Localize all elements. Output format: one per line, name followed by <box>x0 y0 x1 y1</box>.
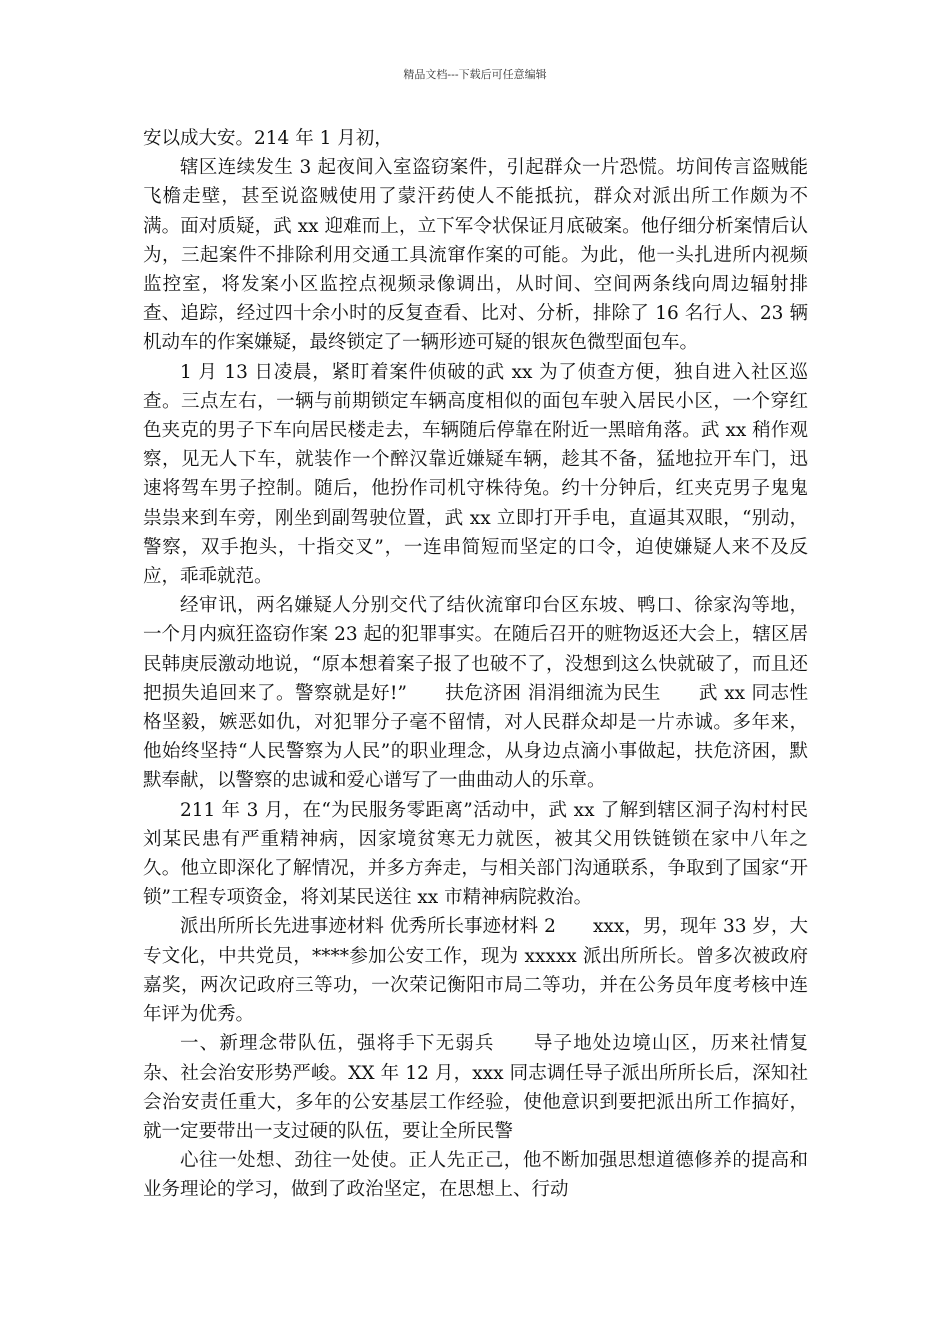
paragraph: 安以成大安。214 年 1 月初， <box>143 128 393 149</box>
paragraph: 211 年 3 月，在“为民服务零距离”活动中，武 xx 了解到辖区洞子沟村村民刘某民患有严重精神病，因家境贫寒无力就医，被其父用铁链锁在家中八年之久。他立即深化了解情况，并多方奔走，与相关部门沟通联系，争取到了国家“开锁”工程专项资金，将刘某民送往 xx 市精神病院救治。 <box>143 799 808 909</box>
page-header: 精品文档---下载后可任意编辑 <box>403 68 547 81</box>
document-body <box>143 124 808 1205</box>
paragraph: 一、新理念带队伍，强将手下无弱兵 导子地处边境山区，历来社情复杂、社会治安形势严峻。XX 年 12 月，xxx 同志调任导子派出所所长后，深知社会治安责任重大，多年的公安基层工作经验，使他意识到要把派出所工作搞好，就一定要带出一支过硬的队伍，要让全所民警 <box>143 1033 808 1142</box>
paragraph: 派出所所长先进事迹材料 优秀所长事迹材料 2 xxx，男，现年 33 岁，大专文化，中共党员，****参加公安工作，现为 xxxxx 派出所所长。曾多次被政府嘉奖，两次记政府三等功，一次荣记衡阳市局二等功，并在公务员年度考核中连年评为优秀。 <box>143 916 808 1026</box>
paragraph: 心往一处想、劲往一处使。正人先正己，他不断加强思想道德修养的提高和业务理论的学习，做到了政治坚定，在思想上、行动 <box>143 1150 808 1201</box>
paragraph: 辖区连续发生 3 起夜间入室盗窃案件，引起群众一片恐慌。坊间传言盗贼能飞檐走壁，甚至说盗贼使用了蒙汗药使人不能抵抗，群众对派出所工作颇为不满。面对质疑，武 xx 迎难而上，立下军令状保证月底破案。他仔细分析案情后认为，三起案件不排除利用交通工具流窜作案的可能。为此，他一头扎进所内视频监控室，将发案小区监控点视频录像调出，从时间、空间两条线向周边辐射排查、追踪，经过四十余小时的反复查看、比对、分析，排除了 16 名行人、23 辆机动车的作案嫌疑，最终锁定了一辆形迹可疑的银灰色微型面包车。 <box>143 157 808 354</box>
paragraph: 经审讯，两名嫌疑人分别交代了结伙流窜印台区东坡、鸭口、徐家沟等地，一个月内疯狂盗窃作案 23 起的犯罪事实。在随后召开的赃物返还大会上，辖区居民韩庚辰激动地说，“原本想着案子报了也破不了，没想到这么快就破了，而且还把损失追回来了。警察就是好!” 扶危济困 涓涓细流为民生 武 xx 同志性格坚毅，嫉恶如仇，对犯罪分子毫不留情，对人民群众却是一片赤诚。多年来，他始终坚持“人民警察为人民”的职业理念，从身边点滴小事做起，扶危济困，默默奉献，以警察的忠诚和爱心谱写了一曲曲动人的乐章。 <box>143 595 808 792</box>
paragraph: 1 月 13 日凌晨，紧盯着案件侦破的武 xx 为了侦查方便，独自进入社区巡查。三点左右，一辆与前期锁定车辆高度相似的面包车驶入居民小区，一个穿红色夹克的男子下车向居民楼走去，车辆随后停靠在附近一黑暗角落。武 xx 稍作观察，见无人下车，就装作一个醉汉靠近嫌疑车辆，趁其不备，猛地拉开车门，迅速将驾车男子控制。随后，他扮作司机守株待兔。约十分钟后，红夹克男子鬼鬼祟祟来到车旁，刚坐到副驾驶位置，武 xx 立即打开手电，直逼其双眼，“别动，警察，双手抱头，十指交叉”，一连串简短而坚定的口令，迫使嫌疑人来不及反应，乖乖就范。 <box>143 361 808 588</box>
